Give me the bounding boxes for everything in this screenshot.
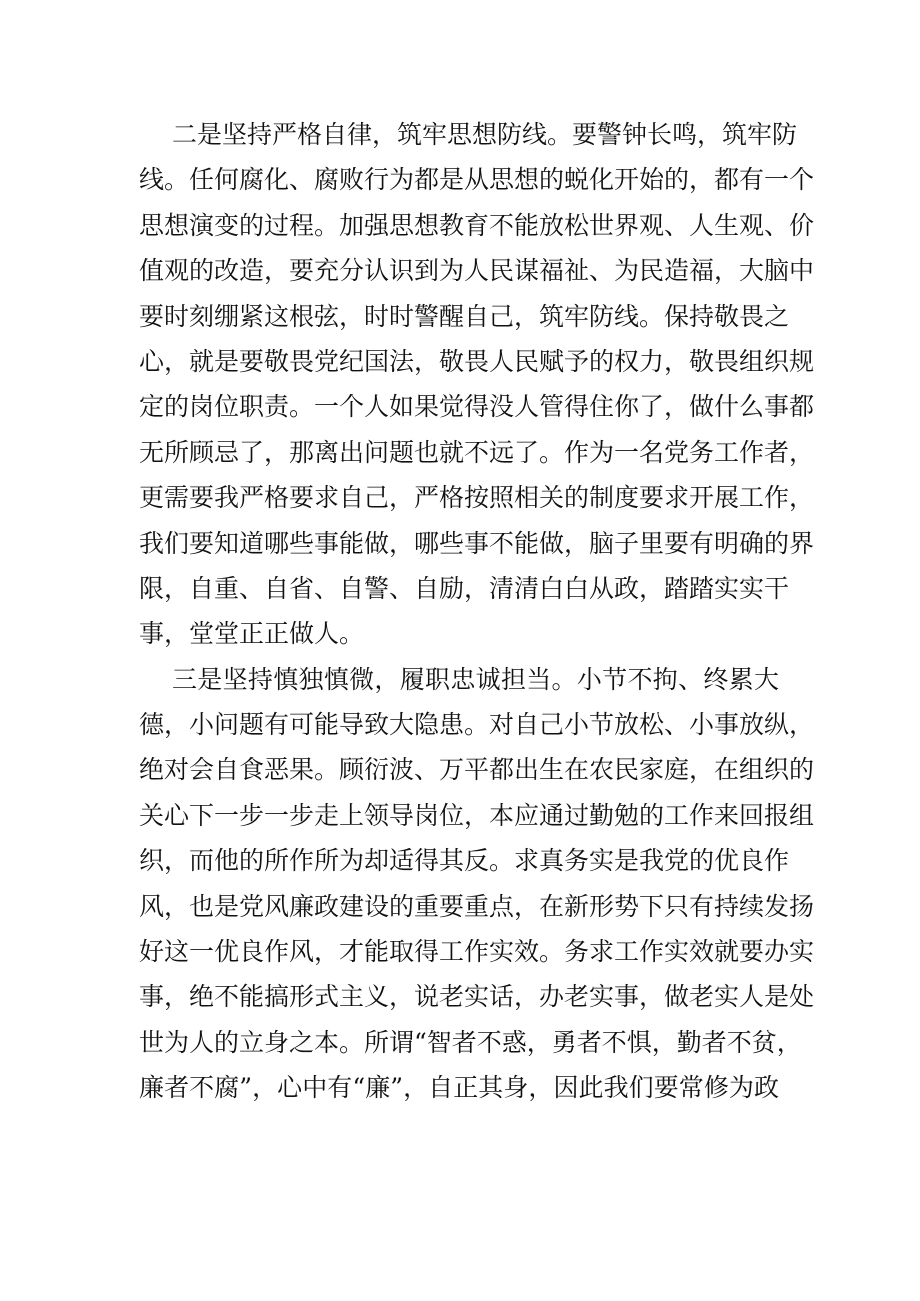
paragraph-line: 关心下一步一步走上领导岗位，本应通过勤勉的工作来回报组 [139, 800, 815, 830]
paragraph-line: 三是坚持慎独慎微，履职忠诚担当。小节不拘、终累大 [172, 664, 779, 694]
paragraph-line: 思想演变的过程。加强思想教育不能放松世界观、人生观、价 [139, 210, 815, 240]
paragraph-line: 更需要我严格要求自己，严格按照相关的制度要求开展工作， [139, 483, 815, 513]
paragraph-line: 心，就是要敬畏党纪国法，敬畏人民赋予的权力，敬畏组织规 [139, 346, 815, 376]
paragraph-line: 织，而他的所作所为却适得其反。求真务实是我党的优良作 [139, 846, 790, 876]
paragraph-line: 定的岗位职责。一个人如果觉得没人管得住你了，做什么事都 [139, 392, 815, 422]
paragraph-line: 限，自重、自省、自警、自励，清清白白从政，踏踏实实干 [139, 573, 790, 603]
paragraph-line: 线。任何腐化、腐败行为都是从思想的蜕化开始的，都有一个 [139, 165, 815, 195]
paragraph-line: 廉者不腐”，心中有“廉”，自正其身，因此我们要常修为政 [139, 1073, 779, 1103]
paragraph-prudence [139, 657, 815, 1111]
paragraph-line: 无所顾忌了，那离出问题也就不远了。作为一名党务工作者， [139, 437, 815, 467]
paragraph-line: 事，堂堂正正做人。 [139, 619, 365, 649]
paragraph-line: 我们要知道哪些事能做，哪些事不能做，脑子里要有明确的界 [139, 528, 815, 558]
paragraph-line: 二是坚持严格自律，筑牢思想防线。要警钟长鸣，筑牢防 [172, 120, 798, 149]
paragraph-line: 世为人的立身之本。所谓“智者不惑，勇者不惧，勤者不贫， [139, 1027, 802, 1057]
paragraph-line: 绝对会自食恶果。顾衍波、万平都出生在农民家庭，在组织的 [139, 755, 815, 785]
document-body [139, 112, 815, 1111]
paragraph-line: 要时刻绷紧这根弦，时时警醒自己，筑牢防线。保持敬畏之 [139, 301, 790, 331]
paragraph-line: 好这一优良作风，才能取得工作实效。务求工作实效就要办实 [139, 937, 815, 967]
paragraph-line: 风，也是党风廉政建设的重要重点，在新形势下只有持续发扬 [139, 891, 815, 921]
paragraph-self-discipline [139, 112, 815, 657]
paragraph-line: 值观的改造，要充分认识到为人民谋福祉、为民造福，大脑中 [139, 256, 815, 286]
paragraph-line: 事，绝不能搞形式主义，说老实话，办老实事，做老实人是处 [139, 982, 815, 1012]
paragraph-line: 德，小问题有可能导致大隐患。对自己小节放松、小事放纵， [139, 710, 815, 740]
